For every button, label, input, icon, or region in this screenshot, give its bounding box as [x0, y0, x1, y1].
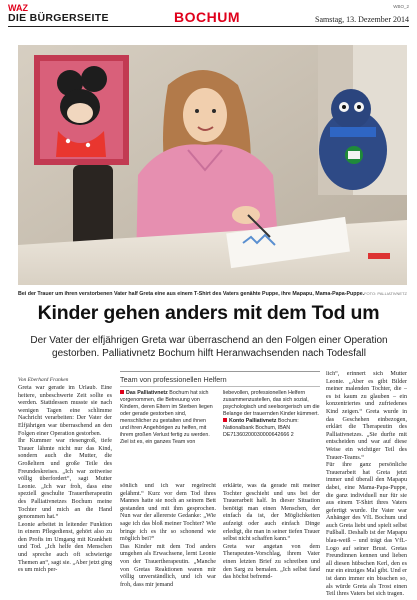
- article-subhead: Der Vater der elfjährigen Greta war überraschend an den Folgen einer Operation gestorben. Palliativnetz Bochum hilft Heranwachsenden nach Todesfall: [30, 335, 388, 359]
- bullet-icon: [223, 418, 227, 422]
- info-box-text-1: Bochum hat sich vorgenommen, die Betreuung von Kindern, deren Eltern im Sterben liegen oder gerade gestorben sind, menschlicher zu gestalten und ihnen und ihren Angehörigen zu helfen, mit ihrem großen Verlust fertig zu werden. Ziel ist es, ein ganzes Team von: [120, 390, 213, 445]
- info-box-text-3: Bochum: Nationalbank Bochum, IBAN DE71360200030000642666 2: [223, 418, 299, 438]
- article-column-4: lich“, erinnert sich Mutter Leonie. „Aber es gibt Bilder meiner malenden Tochter, die – es ist kaum zu glauben – ein konzentriertes und zufriedenes Kind zeigen.“ Greta wurde in das Geschehen einbezogen, erklärt die Therapeutin des Palliativnetzes. „Sie durfte mit entscheiden und war auf diese Weise ein wichtiger Teil des Trauer-Teams.“ Für ihre ganz persönliche Trauerarbeit hat Greta jetzt immer und überall den Mapapu dabei, eine Mama-Papa-Puppe, die ganz individuell nur für sie aus einem T-Shirt ihres Vaters gefertigt wurde. Ihr Vater war Anhänger des VfL Bochum und auch Greta liebt und spielt selbst Fußball. Deshalb ist der Mapapu blau-weiß – und trägt das VfL-Logo auf seiner Brust. Gretas Freundinnen kennen und lieben all diesen hübschen Kerl, den es nur ein einziges Mal gibt. Und er ist dann immer ein bisschen so, als würde Greta als Trost einen Teil ihres Vaters bei sich tragen.: [326, 371, 407, 598]
- city-title: BOCHUM: [174, 9, 240, 25]
- article-column-3: erklärte, was da gerade mit meiner Tochter geschieht und uns bei der Trauerarbeit half. In dieser Situation benötigt man einen Menschen, der einfach da ist, der Möglichkeiten aufzeigt oder auch einfach Dinge erledigt, die man in seiner tiefen Trauer selbst nicht schaffen kann.“ Greta war angetan von dem Therapeuten-Vorschlag, ihrem Vater einen letzten Brief zu schreiben und den Sarg zu bemalen. „Ich selbst fand das höchst befremd-: [223, 483, 320, 581]
- article-column-1: Greta war gerade im Urlaub. Eine heitere, unbeschwerte Zeit sollte es werden. Stattdessen musste sie nach wenigen Tagen eine schlimme Nachricht verarbeiten: Der Vater der Elfjährigen war überraschend an den Folgen einer Operation gestorben. Ihr Kummer war riesengroß, tiefe Trauer lähmte nicht nur das Kind, sondern auch die Mutter, die Großeltern und große Teile des Freundeskreises. „Ich war zeitweise völlig überfordert“, sagt Mutter Leonie. „Ich war froh, dass eine speziell geschulte Trauertherapeutin des Palliativnetzes Bochum meine Tochter und mich an die Hand genommen hat.“ Leonie arbeitet in leitender Funktion in einem Pflegedienst, gehört also zu den Profis im Umgang mit Krankheit und Tod. „Ich helfe den Menschen und spreche auch oft schwierige Themen an“, sagt sie. „Aber jetzt ging es um mich per-: [18, 385, 112, 574]
- info-box-rule: [120, 386, 320, 387]
- info-box-heading-1: Das Palliativnetz: [126, 390, 168, 396]
- article-author: Von Eberhard Franken: [18, 377, 69, 383]
- info-box-column-2: [223, 390, 320, 480]
- issue-date: Samstag, 13. Dezember 2014: [315, 15, 409, 24]
- header-rule: [8, 26, 409, 27]
- bullet-icon: [120, 390, 124, 394]
- article-photo: [18, 45, 407, 285]
- info-box-title: Team von professionellen Helfern: [120, 375, 227, 384]
- newspaper-logo: WAZ: [8, 3, 28, 13]
- page-header: [8, 3, 409, 34]
- info-box-column-1: [120, 390, 216, 480]
- info-box-text-2: liebevollen, professionellen Helfern zusammenzustellen, das sich sozial, psychologisch und seelsorgerisch um die Belange der trauernden Kinder kümmert.: [223, 390, 320, 417]
- section-title: DIE BÜRGERSEITE: [8, 12, 109, 24]
- photo-credit: FOTO: PALLIATIVNETZ: [364, 291, 407, 296]
- info-box-heading-2: Konto Palliativnetz: [229, 418, 277, 424]
- info-box: [120, 371, 320, 482]
- photo-caption: Bei der Trauer um ihren verstorbenen Vater half Greta eine aus einem T-Shirt des Vaters genähte Puppe, ihre Mapapu, Mama-Papa-Puppe.: [18, 291, 365, 297]
- photo-illustration: [18, 45, 407, 285]
- article-column-2: sönlich und ich war regelrecht gelähmt.“ Kurz vor dem Tod ihres Mannes hatte sie noch an seinem Bett gestanden und mit ihm gesprochen. Nun war der allererste Gedanke: „Wie sage ich das bloß meiner Tochter? Wie bringe ich es ihr so schonend wie möglich bei?“ Das Kinder mit dem Tod anders umgehen als Erwachsene, lernt Leonie von der Trauertherapeutin. „Manche von Gretas Reaktionen waren mir völlig unverständlich, und ich war froh, dass mir jemand: [120, 483, 216, 588]
- page-code: WBO_2: [393, 4, 409, 9]
- article-headline: Kinder gehen anders mit dem Tod um: [37, 302, 380, 324]
